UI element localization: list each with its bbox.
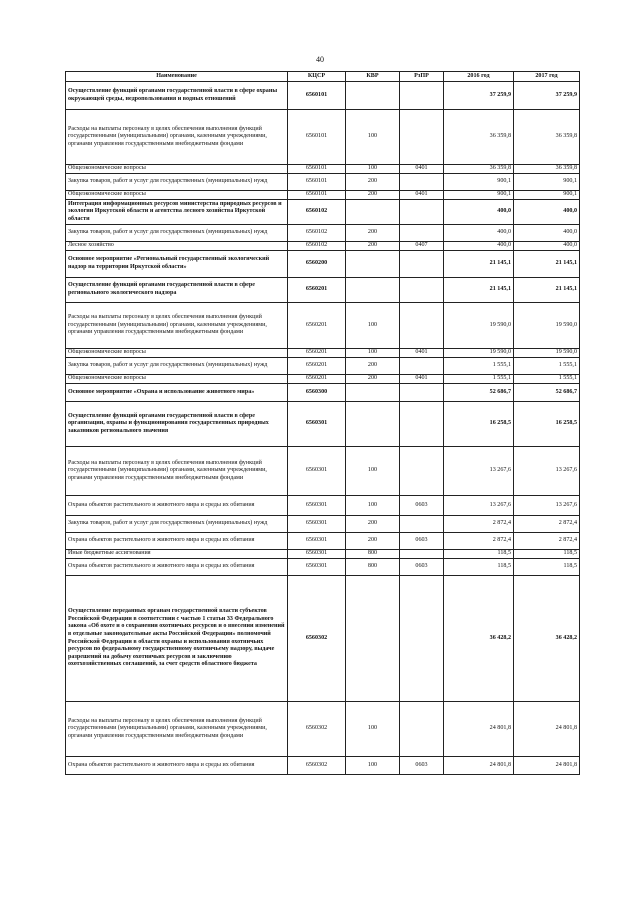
cell-2017: 2 872,4 <box>514 533 580 550</box>
cell-name: Осуществление переданных органам государственной власти субъектов Российской Федерации в соответствии с частью 1 статьи 33 Федерального закона «Об охоте и о сохранении охотничьих ресурсов и о внесении изменений в отдельные законодательные акты Российской Федерации» полномочий Российской Федерации в области охраны и использования охотничьих ресурсов по федеральному государственному охотничьему надзору, выдаче разрешений на добычу охотничьих ресурсов и заключению охотхозяйственных соглашений, за счет средств областного бюджета <box>66 576 288 702</box>
cell-rzpr: 0603 <box>400 757 444 775</box>
cell-kvr <box>346 278 400 303</box>
cell-name: Осуществление функций органами государственной власти в сфере регионального экологического надзора <box>66 278 288 303</box>
cell-rzpr <box>400 200 444 225</box>
cell-kvr: 100 <box>346 447 400 496</box>
cell-2017: 19 590,0 <box>514 349 580 358</box>
cell-2017: 52 686,7 <box>514 384 580 402</box>
cell-2016: 400,0 <box>444 225 514 242</box>
cell-kvr <box>346 251 400 278</box>
cell-2016: 900,1 <box>444 191 514 200</box>
table-row <box>66 82 580 110</box>
cell-2017: 21 145,1 <box>514 251 580 278</box>
cell-kcsr: 6560301 <box>288 533 346 550</box>
cell-rzpr <box>400 82 444 110</box>
cell-2017: 37 259,9 <box>514 82 580 110</box>
cell-rzpr <box>400 251 444 278</box>
cell-kvr: 200 <box>346 191 400 200</box>
cell-kcsr: 6560301 <box>288 559 346 576</box>
cell-2017: 1 555,1 <box>514 375 580 384</box>
cell-rzpr: 0603 <box>400 533 444 550</box>
cell-kcsr: 6560302 <box>288 576 346 702</box>
cell-2017: 400,0 <box>514 242 580 251</box>
cell-name: Охрана объектов растительного и животного мира и среды их обитания <box>66 496 288 516</box>
cell-2017: 400,0 <box>514 225 580 242</box>
cell-2016: 36 359,8 <box>444 110 514 165</box>
header-2017: 2017 год <box>514 72 580 82</box>
cell-kcsr: 6560101 <box>288 174 346 191</box>
cell-kvr: 100 <box>346 165 400 174</box>
cell-2016: 2 872,4 <box>444 516 514 533</box>
cell-2017: 24 801,8 <box>514 757 580 775</box>
cell-name: Осуществление функций органами государственной власти в сфере охраны окружающей среды, недропользования и водных отношений <box>66 82 288 110</box>
cell-kcsr: 6560301 <box>288 496 346 516</box>
cell-2016: 36 359,8 <box>444 165 514 174</box>
cell-kcsr: 6560201 <box>288 278 346 303</box>
cell-rzpr <box>400 174 444 191</box>
cell-name: Расходы на выплаты персоналу в целях обеспечения выполнения функций государственными (муниципальными) органами, казенными учреждениями, органами управления государственными внебюджетными фондами <box>66 303 288 349</box>
cell-2016: 21 145,1 <box>444 251 514 278</box>
table-row <box>66 165 580 174</box>
cell-rzpr <box>400 576 444 702</box>
cell-kcsr: 6560301 <box>288 516 346 533</box>
cell-kvr: 100 <box>346 349 400 358</box>
table-row <box>66 516 580 533</box>
cell-kvr: 200 <box>346 516 400 533</box>
cell-kcsr: 6560201 <box>288 375 346 384</box>
cell-name: Закупка товаров, работ и услуг для государственных (муниципальных) нужд <box>66 516 288 533</box>
cell-name: Охрана объектов растительного и животного мира и среды их обитания <box>66 757 288 775</box>
header-2016: 2016 год <box>444 72 514 82</box>
cell-kcsr: 6560301 <box>288 447 346 496</box>
cell-rzpr: 0407 <box>400 242 444 251</box>
table-row <box>66 349 580 358</box>
table-row <box>66 200 580 225</box>
table-row <box>66 702 580 757</box>
cell-2016: 52 686,7 <box>444 384 514 402</box>
cell-name: Иные бюджетные ассигнования <box>66 550 288 559</box>
cell-name: Основное мероприятие «Региональный государственный экологический надзор на территории Иркутской области» <box>66 251 288 278</box>
cell-kvr: 100 <box>346 757 400 775</box>
cell-2016: 24 801,8 <box>444 702 514 757</box>
table-row <box>66 191 580 200</box>
header-kcsr: КЦСР <box>288 72 346 82</box>
cell-rzpr: 0603 <box>400 496 444 516</box>
cell-2017: 900,1 <box>514 191 580 200</box>
budget-table <box>65 71 580 775</box>
cell-rzpr <box>400 110 444 165</box>
cell-2017: 1 555,1 <box>514 358 580 375</box>
cell-rzpr: 0401 <box>400 191 444 200</box>
cell-kvr: 200 <box>346 225 400 242</box>
cell-2017: 36 428,2 <box>514 576 580 702</box>
table-row <box>66 559 580 576</box>
cell-name: Закупка товаров, работ и услуг для государственных (муниципальных) нужд <box>66 225 288 242</box>
cell-2016: 36 428,2 <box>444 576 514 702</box>
cell-name: Закупка товаров, работ и услуг для государственных (муниципальных) нужд <box>66 358 288 375</box>
cell-2016: 118,5 <box>444 550 514 559</box>
cell-kcsr: 6560300 <box>288 384 346 402</box>
cell-rzpr <box>400 550 444 559</box>
cell-2017: 13 267,6 <box>514 496 580 516</box>
cell-2016: 13 267,6 <box>444 447 514 496</box>
table-row <box>66 576 580 702</box>
cell-2017: 24 801,8 <box>514 702 580 757</box>
cell-name: Расходы на выплаты персоналу в целях обеспечения выполнения функций государственными (муниципальными) органами, казенными учреждениями, органами управления государственными внебюджетными фондами <box>66 702 288 757</box>
cell-2016: 1 555,1 <box>444 375 514 384</box>
table-row <box>66 358 580 375</box>
table-header-row <box>66 72 580 82</box>
cell-name: Охрана объектов растительного и животного мира и среды их обитания <box>66 559 288 576</box>
cell-2016: 900,1 <box>444 174 514 191</box>
header-rzpr: РзПР <box>400 72 444 82</box>
cell-kcsr: 6560101 <box>288 110 346 165</box>
cell-kvr <box>346 402 400 447</box>
table-row <box>66 225 580 242</box>
cell-rzpr: 0401 <box>400 375 444 384</box>
cell-kvr: 100 <box>346 110 400 165</box>
cell-rzpr: 0401 <box>400 165 444 174</box>
table-row <box>66 278 580 303</box>
cell-kcsr: 6560101 <box>288 82 346 110</box>
cell-kcsr: 6560302 <box>288 702 346 757</box>
cell-rzpr <box>400 384 444 402</box>
table-row <box>66 174 580 191</box>
table-row <box>66 496 580 516</box>
cell-kcsr: 6560201 <box>288 303 346 349</box>
cell-name: Лесное хозяйство <box>66 242 288 251</box>
header-name: Наименование <box>66 72 288 82</box>
table-row <box>66 402 580 447</box>
table-row <box>66 757 580 775</box>
cell-2016: 400,0 <box>444 242 514 251</box>
table-row <box>66 303 580 349</box>
cell-kvr <box>346 200 400 225</box>
cell-kcsr: 6560201 <box>288 358 346 375</box>
cell-2017: 2 872,4 <box>514 516 580 533</box>
cell-kvr: 200 <box>346 375 400 384</box>
cell-kcsr: 6560101 <box>288 191 346 200</box>
table-row <box>66 533 580 550</box>
cell-kcsr: 6560101 <box>288 165 346 174</box>
cell-name: Общеэкономические вопросы <box>66 165 288 174</box>
cell-name: Основное мероприятие «Охрана и использование животного мира» <box>66 384 288 402</box>
cell-name: Общеэкономические вопросы <box>66 191 288 200</box>
table-row <box>66 375 580 384</box>
cell-name: Расходы на выплаты персоналу в целях обеспечения выполнения функций государственными (муниципальными) органами, казенными учреждениями, органами управления государственными внебюджетными фондами <box>66 447 288 496</box>
cell-kcsr: 6560102 <box>288 225 346 242</box>
cell-kvr <box>346 82 400 110</box>
cell-kcsr: 6560201 <box>288 349 346 358</box>
cell-2016: 19 590,0 <box>444 349 514 358</box>
cell-rzpr <box>400 278 444 303</box>
cell-2017: 36 359,8 <box>514 165 580 174</box>
cell-2016: 118,5 <box>444 559 514 576</box>
cell-2016: 37 259,9 <box>444 82 514 110</box>
cell-2016: 24 801,8 <box>444 757 514 775</box>
cell-name: Расходы на выплаты персоналу в целях обеспечения выполнения функций государственными (муниципальными) органами, казенными учреждениями, органами управления государственными внебюджетными фондами <box>66 110 288 165</box>
cell-2016: 2 872,4 <box>444 533 514 550</box>
cell-2017: 900,1 <box>514 174 580 191</box>
cell-2017: 400,0 <box>514 200 580 225</box>
cell-kcsr: 6560302 <box>288 757 346 775</box>
cell-2016: 1 555,1 <box>444 358 514 375</box>
cell-rzpr <box>400 225 444 242</box>
cell-name: Охрана объектов растительного и животного мира и среды их обитания <box>66 533 288 550</box>
cell-kvr: 800 <box>346 559 400 576</box>
cell-2017: 16 258,5 <box>514 402 580 447</box>
cell-rzpr <box>400 358 444 375</box>
cell-kvr: 200 <box>346 533 400 550</box>
cell-rzpr <box>400 516 444 533</box>
cell-rzpr <box>400 702 444 757</box>
cell-2016: 16 258,5 <box>444 402 514 447</box>
cell-kvr: 200 <box>346 242 400 251</box>
cell-2017: 118,5 <box>514 559 580 576</box>
table-row <box>66 447 580 496</box>
cell-name: Закупка товаров, работ и услуг для государственных (муниципальных) нужд <box>66 174 288 191</box>
cell-2016: 13 267,6 <box>444 496 514 516</box>
page-number: 40 <box>316 55 324 64</box>
cell-rzpr <box>400 447 444 496</box>
cell-rzpr: 0401 <box>400 349 444 358</box>
table-row <box>66 384 580 402</box>
header-kvr: КВР <box>346 72 400 82</box>
table-body <box>66 82 580 775</box>
cell-2016: 19 590,0 <box>444 303 514 349</box>
cell-2017: 36 359,8 <box>514 110 580 165</box>
cell-kvr: 100 <box>346 303 400 349</box>
table-row <box>66 110 580 165</box>
table-row <box>66 550 580 559</box>
cell-kvr: 100 <box>346 496 400 516</box>
cell-kcsr: 6560102 <box>288 200 346 225</box>
cell-name: Осуществление функций органами государственной власти в сфере организации, охраны и функционирования государственных природных заказников регионального значения <box>66 402 288 447</box>
cell-rzpr <box>400 402 444 447</box>
cell-kcsr: 6560200 <box>288 251 346 278</box>
table-row <box>66 242 580 251</box>
cell-kcsr: 6560301 <box>288 402 346 447</box>
cell-2016: 21 145,1 <box>444 278 514 303</box>
cell-kcsr: 6560102 <box>288 242 346 251</box>
cell-rzpr <box>400 303 444 349</box>
cell-kvr: 100 <box>346 702 400 757</box>
cell-name: Интеграция информационных ресурсов министерства природных ресурсов и экологии Иркутской области и агентства лесного хозяйства Иркутской области <box>66 200 288 225</box>
cell-2017: 21 145,1 <box>514 278 580 303</box>
cell-2016: 400,0 <box>444 200 514 225</box>
table-row <box>66 251 580 278</box>
cell-kvr <box>346 384 400 402</box>
cell-name: Общеэкономические вопросы <box>66 349 288 358</box>
cell-2017: 13 267,6 <box>514 447 580 496</box>
cell-rzpr: 0603 <box>400 559 444 576</box>
cell-kvr: 200 <box>346 358 400 375</box>
cell-name: Общеэкономические вопросы <box>66 375 288 384</box>
cell-kvr: 800 <box>346 550 400 559</box>
cell-2017: 118,5 <box>514 550 580 559</box>
cell-kcsr: 6560301 <box>288 550 346 559</box>
cell-kvr <box>346 576 400 702</box>
cell-2017: 19 590,0 <box>514 303 580 349</box>
cell-kvr: 200 <box>346 174 400 191</box>
